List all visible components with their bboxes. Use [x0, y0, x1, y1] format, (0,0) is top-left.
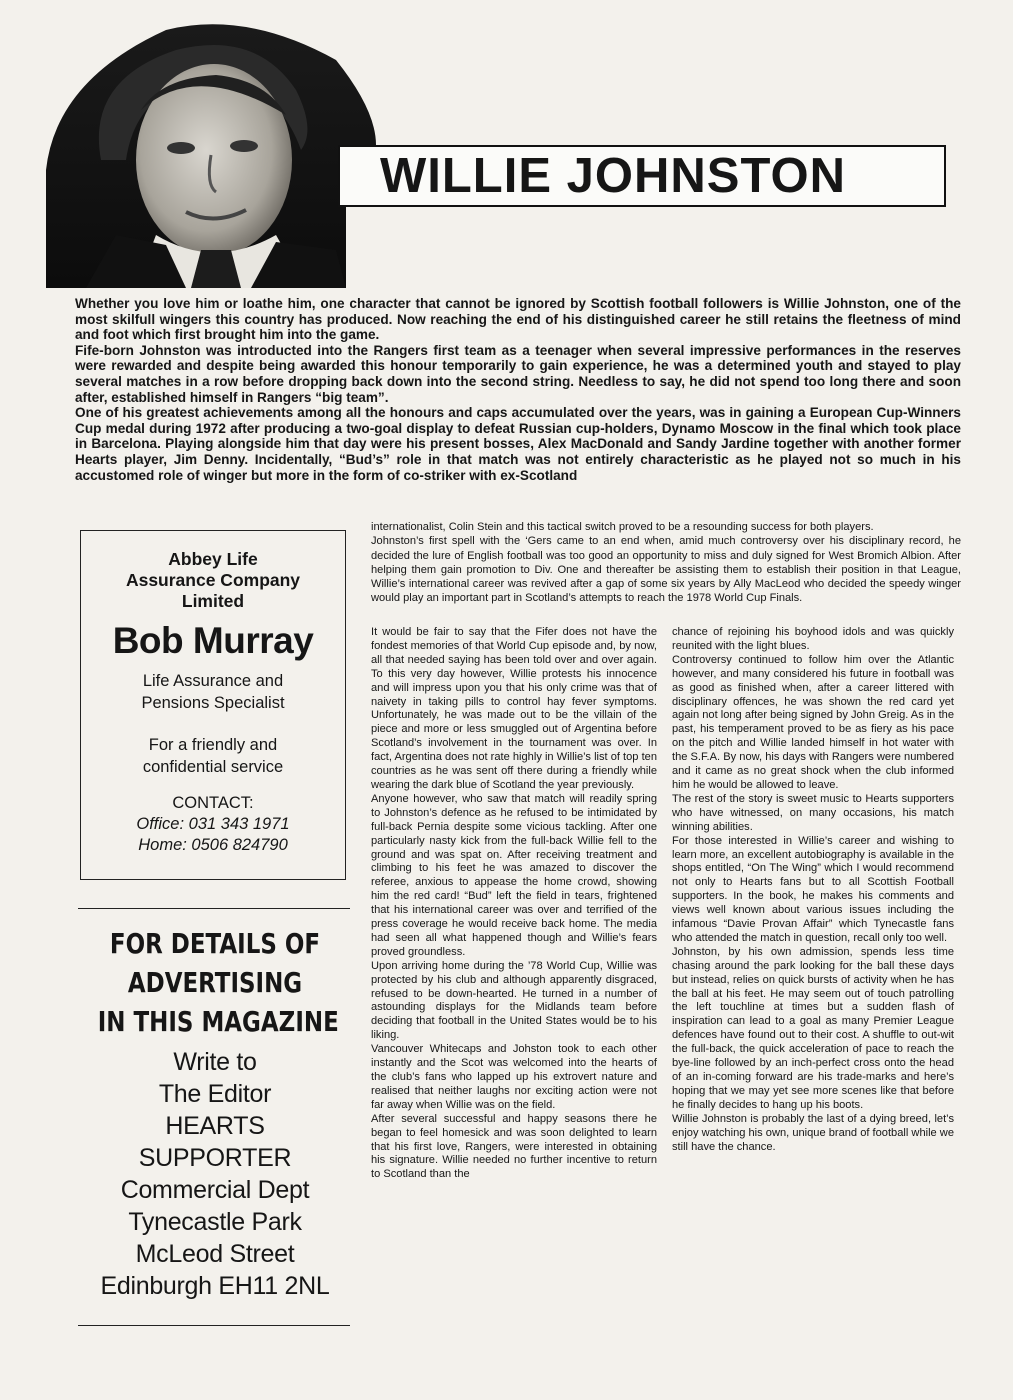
- body-paragraph: For those interested in Willie’s career and wishing to learn more, an excellent autobiography is available in the shops entitled, “On The Wing” which I would recommend not only to Hearts fans but to all Scottish Football supporters. In the book, he makes his comments and views well known about various issues including the infamous “Davie Provan Affair” which Tynecastle fans who attended the match in question, recall only too well.: [672, 834, 954, 944]
- intro-paragraph: Fife-born Johnston was introducted into the Rangers first team as a teenager when several impressive performances in the reserves were rewarded and despite being awarded this honour temporarily to gain experience, he was a determined youth and stayed to play several matches in a row before dropping back down into the second string. Needless to say, he did not spend too long there and soon after, established himself in Rangers “big team”.: [75, 342, 961, 405]
- advert-service: [81, 734, 345, 778]
- divider-bottom: [78, 1325, 350, 1326]
- address-line: HEARTS: [165, 1112, 265, 1140]
- article-column-2: [672, 626, 954, 1154]
- insurance-advert: [80, 530, 346, 880]
- body-paragraph: chance of rejoining his boyhood idols and was quickly reunited with the light blues.: [672, 626, 954, 652]
- specialty-line: Pensions Specialist: [141, 694, 285, 712]
- specialty-line: Life Assurance and: [142, 672, 284, 690]
- body-paragraph: Johnston’s first spell with the ‘Gers came to an end when, amid much controversy over his disciplinary record, he decided the lure of English football was too good an opportunity to miss and duly signed for West Bromich Albion. After helping them gain promotion to Div. One and thereafter be assisting them to establish their position in that League, Willie’s international career was revived after a gap of some six years by Ally MacLeod who decided the speedy winger would play an important part in Scotland’s attempts to reach the 1978 World Cup Finals.: [371, 535, 961, 605]
- article-title: WILLIE JOHNSTON: [380, 149, 847, 203]
- advert-home-phone: Home: 0506 824790: [138, 836, 288, 854]
- advert-contact-label: CONTACT:: [172, 794, 254, 812]
- address-line: Tynecastle Park: [128, 1208, 302, 1236]
- advert-office-phone: Office: 031 343 1971: [136, 815, 290, 833]
- advertising-address: [72, 1046, 358, 1302]
- body-paragraph: Controversy continued to follow him over the Atlantic however, and many considered his future in football was as good as finished when, after a career littered with disciplinary offences, he was shown the red card yet again not long after being signed by John Greig. As in the past, his temperament proved to be as fiery as his pace on the pitch and Willie landed himself in hot water with the S.F.A. By now, his days with Rangers were numbered and it came as no great shock when the club informed him he would be allowed to leave.: [672, 653, 954, 791]
- body-paragraph: The rest of the story is sweet music to Hearts supporters who have witnessed, on many occasions, his match winning abilities.: [672, 792, 954, 833]
- body-paragraph: After several successful and happy seasons there he began to feel homesick and was soon delighted to learn that his first love, Rangers, were interested in obtaining his signature. Willie needed no further incentive to return to Scotland than the: [371, 1112, 657, 1181]
- body-paragraph: Anyone however, who saw that match will readily spring to Johnston’s defence as he refused to be intimidated by full-back Pernia despite some vicious tackling. After one particularly nasty kick from the full-back Willie fell to the ground and was spat on. After receiving treatment and climbing to his feet he was amazed to discover the referee, anxious to appease the home crowd, showing him the red card! “Bud” left the field in tears, frightened that his international career was over and terrified of the press coverage he would receive back home. The media had seen all what happened though and Willie’s fears proved groundless.: [371, 792, 657, 958]
- company-line: Abbey Life: [168, 549, 258, 569]
- address-line: McLeod Street: [135, 1240, 295, 1268]
- article-column-1: [371, 626, 657, 1182]
- body-paragraph: Upon arriving home during the ’78 World Cup, Willie was protected by his club and although apparently disgraced, refused to be down-hearted. He turned in a number of astounding displays for the Midlands team before deciding that football in the United States would be to his liking.: [371, 959, 657, 1042]
- article-intro: [75, 296, 961, 483]
- divider-top: [78, 908, 350, 909]
- article-title-box: [338, 145, 946, 207]
- address-line: Edinburgh EH11 2NL: [100, 1272, 330, 1300]
- company-line: Limited: [181, 591, 245, 611]
- body-paragraph: Willie Johnston is probably the last of a dying breed, let’s enjoy watching his own, unique brand of football while we still have the chance.: [672, 1112, 954, 1153]
- body-paragraph: Johnston, by his own admission, spends less time chasing around the park looking for the ball these days but instead, relies on quick bursts of activity when he has the ball at his feet. He may seem out of touch patrolling the left touchline at times but a sudden flash of inspiration can lead to a goal as many Premier League defences have found out to their cost. A shuffle to out-wit the full-back, the quick acceleration of pace to reach the bye-line followed by an inch-perfect cross onto the head of an in-coming forward are his trade-marks and here’s hoping that we may yet see more scenes like that before he finally decides to hang up his boots.: [672, 945, 954, 1111]
- advertising-headline-line: IN THIS MAGAZINE: [97, 1005, 339, 1038]
- player-portrait-photo: [46, 20, 376, 288]
- advertising-headline-line: FOR DETAILS OF: [109, 927, 321, 960]
- advert-agent-name: Bob Murray: [112, 620, 314, 661]
- service-line: confidential service: [142, 758, 284, 776]
- company-line: Assurance Company: [125, 570, 301, 590]
- advertising-notice: [72, 924, 358, 1302]
- advert-specialty: [81, 670, 345, 714]
- intro-paragraph: Whether you love him or loathe him, one character that cannot be ignored by Scottish football followers is Willie Johnston, one of the most skilfull wingers this country has produced. Now reaching the end of his distinguished career he still retains the fleetness of mind and foot which first brought him into the game.: [75, 296, 961, 343]
- address-line: Commercial Dept: [120, 1176, 310, 1204]
- advertising-headline-line: ADVERTISING: [127, 966, 303, 999]
- address-line: Write to: [173, 1048, 257, 1076]
- service-line: For a friendly and: [148, 736, 278, 754]
- body-paragraph: Vancouver Whitecaps and Johston took to each other instantly and the Scot was welcomed into the hearts of the club’s fans who lapped up his extrovert nature and realised that neither laughs nor exciting action were not far away when Willie was on the field.: [371, 1043, 657, 1111]
- body-paragraph: internationalist, Colin Stein and this tactical switch proved to be a resounding success for both players.: [371, 521, 874, 533]
- intro-paragraph: One of his greatest achievements among all the honours and caps accumulated over the years, was in gaining a European Cup-Winners Cup medal during 1972 after producing a two-goal display to defeat Russian cup-holders, Dynamo Moscow in the final which took place in Barcelona. Playing alongside him that day were his present bosses, Alex MacDonald and Sandy Jardine together with another former Hearts player, Jim Denny. Incidentally, “Bud’s” role in that match was not entirely characteristic as he played not so much in his accustomed role of winger but more in the form of co-striker with ex-Scotland: [75, 405, 961, 483]
- address-line: SUPPORTER: [138, 1144, 292, 1172]
- advert-company: [81, 549, 345, 612]
- article-continued: [371, 520, 961, 606]
- body-paragraph: It would be fair to say that the Fifer does not have the fondest memories of that World Cup episode and, by now, all that needed saying has been told over and over again. To this very day however, Willie protests his innocence and will impress upon you that his only crime was that of naivety in taking pills to control hay fever symptoms. Unfortunately, he was made out to be the villain of the piece and more or less smuggled out of Argentina before Scotland’s involvement in the tournament was over. In fact, Argentina does not rate highly in Willie’s list of top ten countries as he was sent off there during a friendly while wearing the dark blue of Scotland the year previously.: [371, 626, 657, 791]
- address-line: The Editor: [158, 1080, 272, 1108]
